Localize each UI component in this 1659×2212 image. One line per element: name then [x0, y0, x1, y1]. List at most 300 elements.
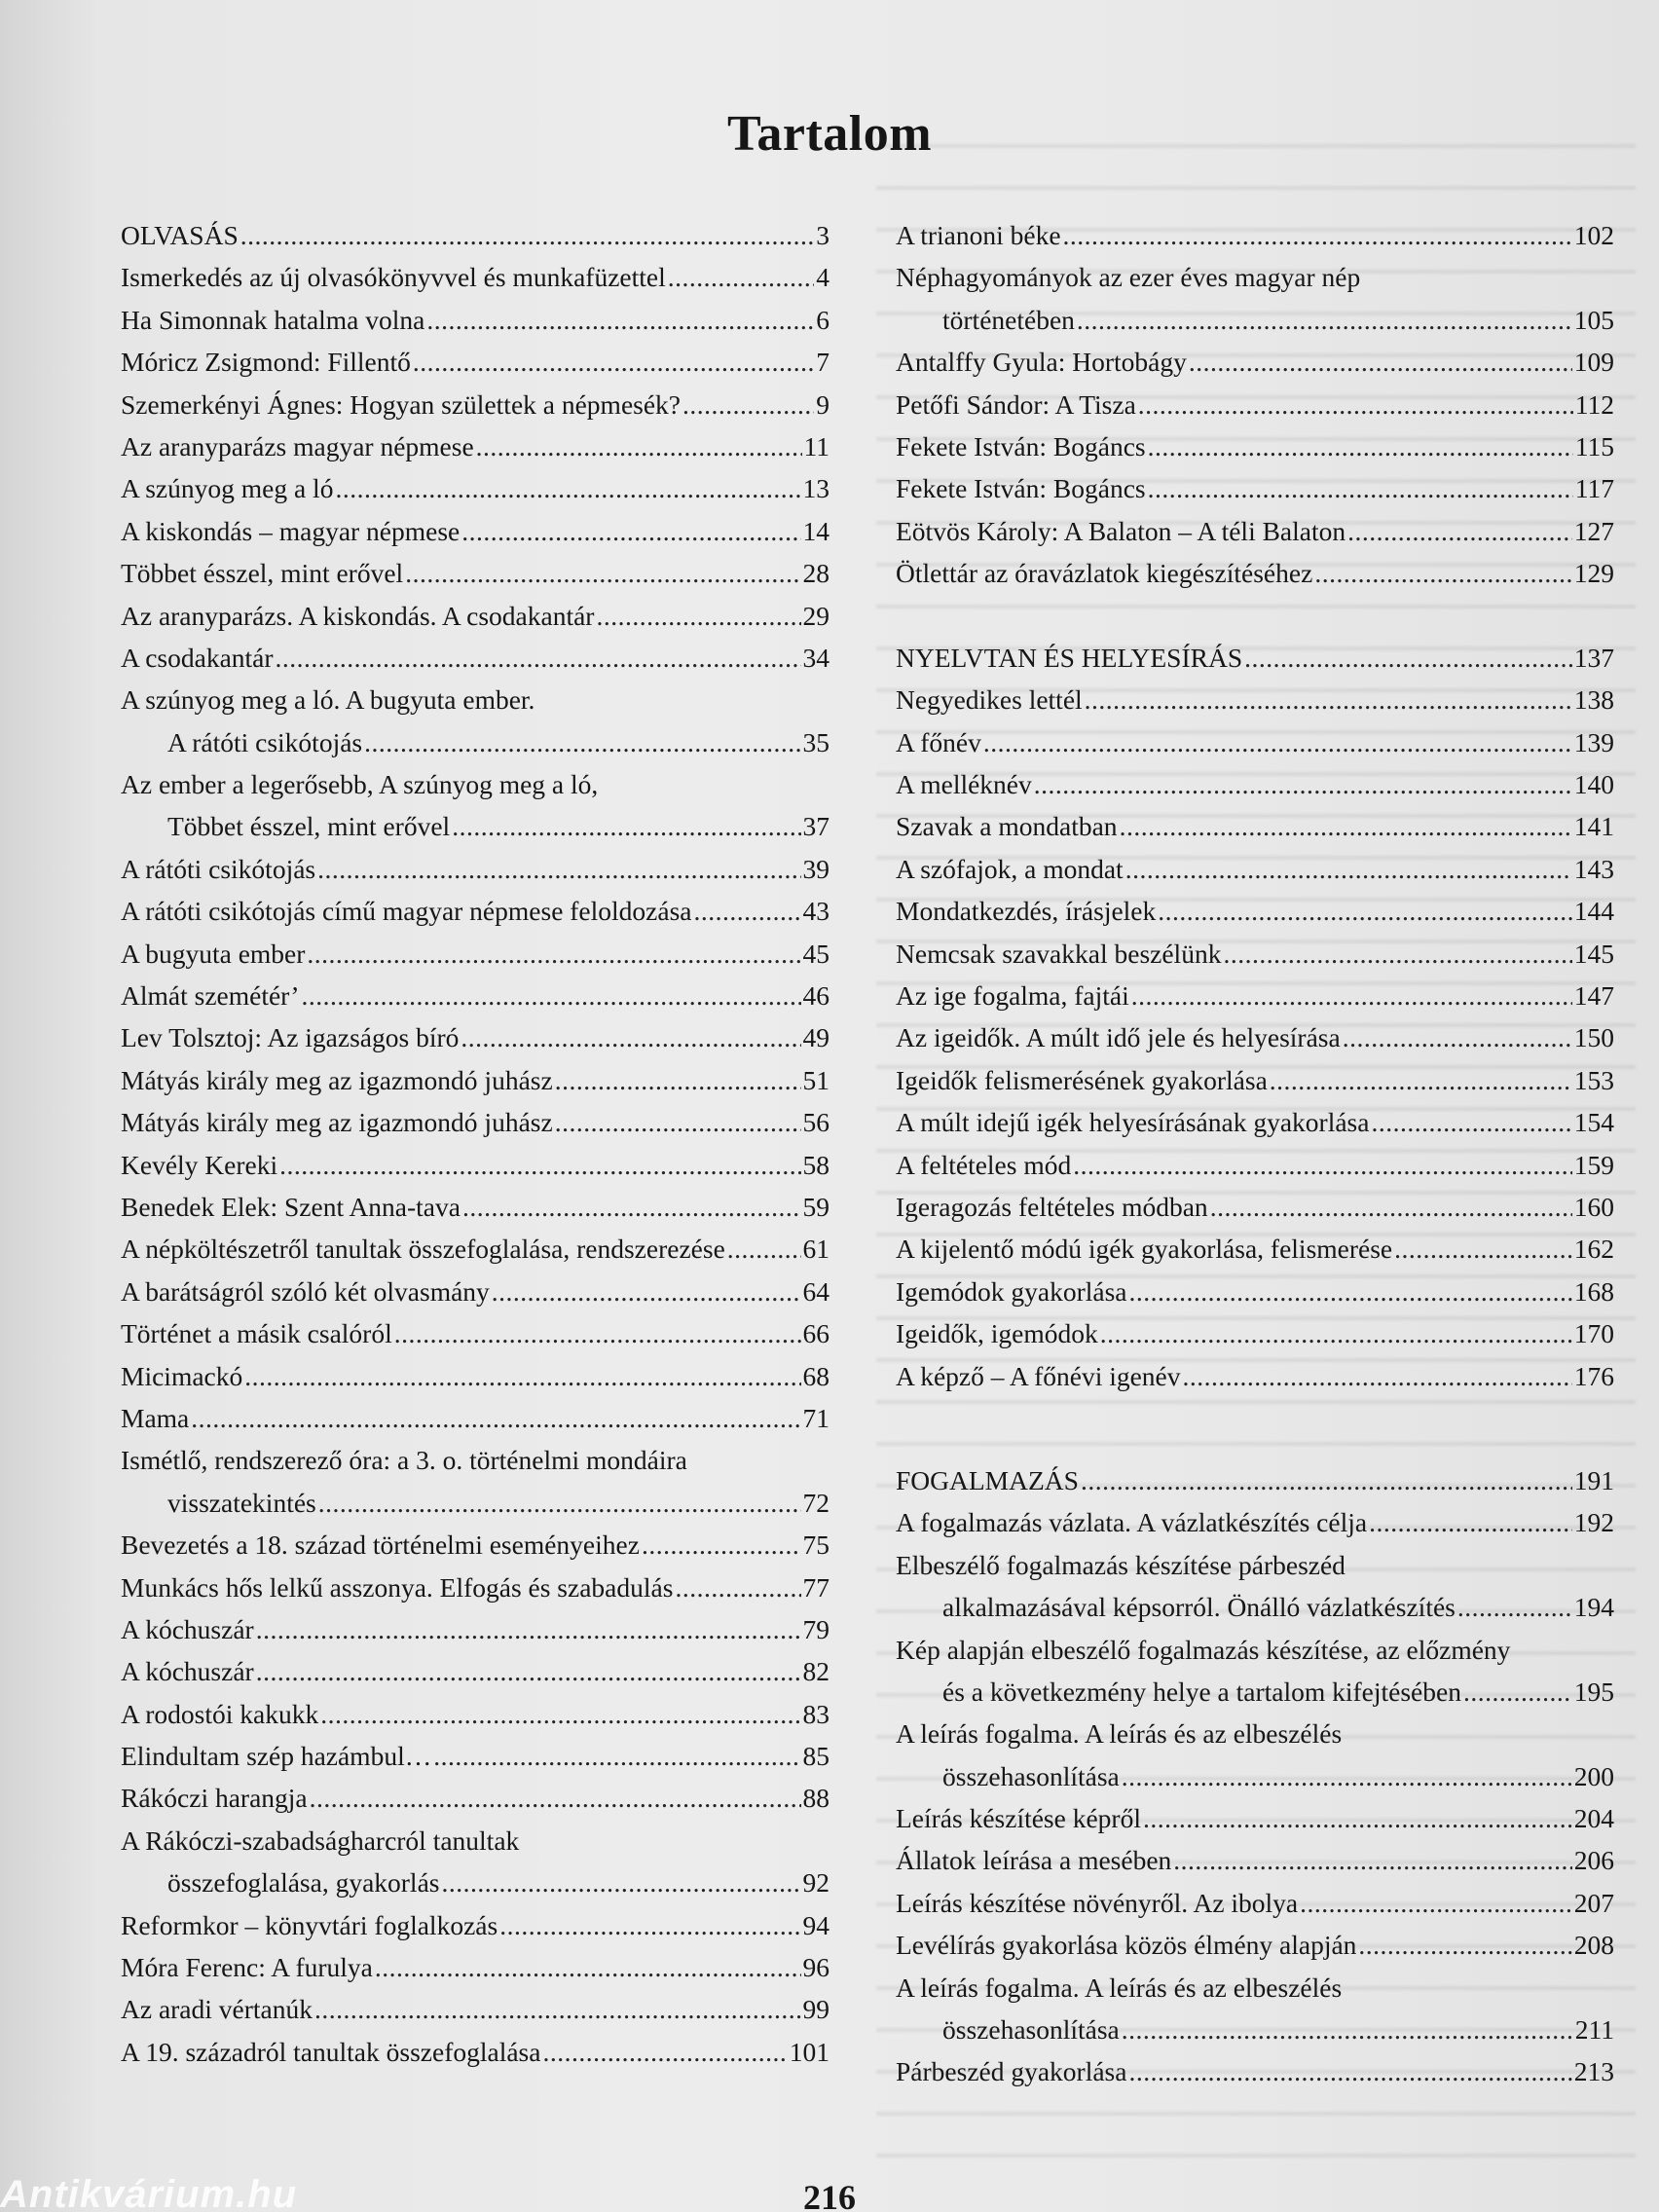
dot-leader [596, 595, 800, 637]
toc-entry-title: Történet a másik csalóról [121, 1318, 392, 1349]
toc-entry [121, 1735, 830, 1777]
toc-entry-page: 28 [802, 558, 830, 589]
dot-leader [335, 467, 800, 509]
toc-entry-title: A feltételes mód [896, 1149, 1072, 1180]
dot-leader [1034, 763, 1572, 805]
toc-entry [121, 1988, 830, 2030]
toc-entry [896, 384, 1614, 425]
toc-entry-title: összehasonlítása [942, 1760, 1120, 1791]
toc-entry [896, 1839, 1614, 1881]
toc-entry-title: A rátóti csikótojás [121, 853, 316, 884]
toc-entry-page: 139 [1573, 726, 1614, 757]
toc-entry-title: Negyedikes lettél [896, 684, 1083, 716]
toc-entry-title: A múlt idejű igék helyesírásának gyakorlása [896, 1107, 1370, 1138]
toc-entry-line: Néphagyományok az ezer éves magyar nép [896, 262, 1361, 293]
toc-entry [896, 299, 1614, 341]
toc-entry-title: Antalffy Gyula: Hortobágy [896, 347, 1187, 378]
toc-entry-page: 92 [802, 1867, 830, 1899]
dot-leader [317, 848, 800, 890]
toc-entry-page: 83 [802, 1698, 830, 1729]
dot-leader [1270, 1059, 1572, 1101]
dot-leader [461, 510, 800, 552]
toc-entry [121, 1228, 830, 1270]
toc-entry [121, 1312, 830, 1354]
toc-entry-title: Igemódok gyakorlása [896, 1275, 1127, 1307]
dot-leader [1347, 510, 1572, 552]
dot-leader [1358, 1924, 1571, 1966]
dot-leader [1077, 299, 1572, 341]
dot-leader [1063, 214, 1572, 256]
toc-entry-title: Szemerkényi Ágnes: Hogyan születtek a népmesék? [121, 388, 682, 420]
toc-entry-title: A rátóti csikótojás [167, 726, 363, 757]
dot-leader [983, 721, 1572, 763]
toc-entry [121, 1608, 830, 1650]
toc-entry-page: 154 [1573, 1107, 1614, 1138]
toc-entry [121, 1567, 830, 1608]
toc-entry-page: 85 [802, 1741, 830, 1772]
toc-entry [121, 1777, 830, 1819]
toc-entry-page: 200 [1573, 1760, 1614, 1791]
toc-entry-page: 213 [1573, 2056, 1614, 2087]
toc-entry-title: A képző – A főnévi igenév [896, 1360, 1181, 1391]
toc-entry-title: A 19. századról tanultak összefoglalása [121, 2036, 541, 2067]
toc-entry [896, 1755, 1614, 1797]
toc-entry-title: Igeidők, igemódok [896, 1318, 1098, 1349]
toc-entry-title: Az aradi vértanúk [121, 1994, 313, 2025]
dot-leader [1314, 552, 1571, 594]
toc-entry-page: 176 [1573, 1360, 1614, 1391]
toc-entry-page: 143 [1573, 853, 1614, 884]
toc-entry-title: Szavak a mondatban [896, 811, 1118, 842]
toc-entry-page: 39 [802, 853, 830, 884]
toc-entry-title: A kóchuszár [121, 1656, 254, 1687]
toc-entry-page: 75 [802, 1530, 830, 1561]
dot-leader [1100, 1312, 1572, 1354]
toc-entry [896, 1101, 1614, 1143]
toc-entry-page: 88 [802, 1783, 830, 1814]
dot-leader [320, 1693, 800, 1735]
toc-entry-title: A kijelentő módú igék gyakorlása, felismerése [896, 1234, 1393, 1265]
dot-leader [318, 1482, 801, 1524]
toc-entry-title: Ismerkedés az új olvasókönyvvel és munkafüzettel [121, 262, 666, 293]
toc-entry [896, 1882, 1614, 1924]
dot-leader [1122, 1755, 1572, 1797]
toc-entry-page: 194 [1573, 1592, 1614, 1623]
toc-entry-page: 137 [1573, 642, 1614, 673]
toc-entry-title: A rodostói kakukk [121, 1698, 319, 1729]
toc-entry-title: Reformkor – könyvtári foglalkozás [121, 1909, 498, 1940]
dot-leader [1210, 1186, 1572, 1228]
toc-entry [121, 848, 830, 890]
toc-entry-title: Munkács hős lelkű asszonya. Elfogás és szabadulás [121, 1571, 674, 1603]
dot-leader [555, 1059, 801, 1101]
toc-entry [121, 299, 830, 341]
toc-entry [121, 425, 830, 467]
dot-leader [276, 637, 801, 679]
dot-leader [256, 1650, 801, 1692]
dot-leader [675, 1567, 800, 1608]
toc-entry-title: A trianoni béke [896, 220, 1061, 250]
toc-entry [121, 1101, 830, 1143]
toc-entry-page: 159 [1573, 1149, 1614, 1180]
toc-entry-title: Kevély Kereki [121, 1149, 278, 1180]
toc-entry [121, 341, 830, 383]
toc-entry-title: összehasonlítása [942, 2014, 1120, 2046]
toc-entry-page: 102 [1573, 220, 1614, 250]
dot-leader [1158, 890, 1571, 932]
toc-entry-page: 147 [1573, 980, 1614, 1012]
dot-leader [405, 552, 800, 594]
toc-entry [121, 1693, 830, 1735]
toc-entry [121, 1397, 830, 1439]
toc-entry [121, 256, 830, 298]
toc-entry-page: 13 [802, 473, 830, 504]
toc-entry-title: A szófajok, a mondat [896, 853, 1124, 884]
toc-entry-line: Elbeszélő fogalmazás készítése párbeszéd [896, 1549, 1346, 1580]
toc-entry-page: 191 [1573, 1464, 1614, 1495]
dot-leader [433, 1735, 800, 1777]
toc-entry [121, 1144, 830, 1186]
dot-leader [1085, 679, 1572, 720]
toc-entry-line: A szúnyog meg a ló. A bugyuta ember. [121, 684, 535, 716]
dot-leader [1129, 1271, 1572, 1312]
toc-entry-page: 160 [1573, 1191, 1614, 1222]
toc-entry-title: Micimackó [121, 1360, 243, 1391]
toc-entry-page: 29 [802, 600, 830, 631]
toc-entry-title: Az igeidők. A múlt idő jele és helyesírása [896, 1022, 1341, 1053]
toc-entry-page: 56 [802, 1107, 830, 1138]
toc-entry-line: A Rákóczi-szabadságharcról tanultak [121, 1825, 520, 1856]
page-number: 216 [803, 2178, 856, 2212]
toc-entry-title: NYELVTAN ÉS HELYESÍRÁS [896, 642, 1243, 673]
toc-entry [121, 1059, 830, 1101]
dot-leader [240, 214, 814, 256]
toc-entry [896, 1671, 1614, 1713]
toc-entry [121, 637, 830, 679]
dot-leader [452, 805, 800, 847]
toc-entry-page: 82 [802, 1656, 830, 1687]
toc-entry-line: A leírás fogalma. A leírás és az elbeszélés [896, 1718, 1343, 1750]
toc-entry-page: 115 [1574, 430, 1614, 461]
toc-entry [121, 1946, 830, 1988]
toc-entry-page: 129 [1573, 558, 1614, 589]
dot-leader [442, 1862, 801, 1903]
toc-entry [896, 552, 1614, 594]
dot-leader [1369, 1501, 1572, 1543]
toc-entry-line: A leírás fogalma. A leírás és az elbeszélés [896, 1972, 1343, 2003]
dot-leader [1371, 1101, 1571, 1143]
dot-leader [256, 1608, 801, 1650]
toc-entry [121, 510, 830, 552]
toc-entry-title: A barátságról szóló két olvasmány [121, 1275, 490, 1307]
toc-entry [121, 933, 830, 975]
toc-entry [896, 1924, 1614, 1966]
toc-entry [896, 1059, 1614, 1101]
toc-entry-page: 109 [1573, 347, 1614, 378]
dot-leader [307, 933, 800, 975]
toc-entry [896, 1186, 1614, 1228]
toc-entry-page: 4 [816, 262, 830, 293]
dot-leader [682, 384, 814, 425]
toc-entry-page: 207 [1573, 1887, 1614, 1918]
toc-entry [896, 1586, 1614, 1628]
toc-entry-page: 127 [1573, 515, 1614, 546]
toc-entry-page: 68 [802, 1360, 830, 1391]
toc-entry-title: Mondatkezdés, írásjelek [896, 896, 1157, 927]
toc-entry [896, 763, 1614, 805]
dot-leader [1143, 1797, 1572, 1839]
toc-entry-page: 208 [1573, 1930, 1614, 1961]
dot-leader [1125, 848, 1572, 890]
toc-entry [121, 805, 830, 847]
toc-entry [121, 1650, 830, 1692]
toc-entry-page: 94 [802, 1909, 830, 1940]
dot-leader [542, 2031, 787, 2073]
toc-entry [896, 510, 1614, 552]
toc-entry-title: Leírás készítése növényről. Az ibolya [896, 1887, 1299, 1918]
toc-entry-page: 79 [802, 1613, 830, 1644]
page-title: Tartalom [726, 106, 933, 162]
dot-leader [1300, 1882, 1572, 1924]
dot-leader [1120, 805, 1572, 847]
toc-entry [121, 1186, 830, 1228]
toc-entry-title: Az aranyparázs magyar népmese [121, 430, 474, 461]
toc-entry-page: 66 [802, 1318, 830, 1349]
toc-entry-page: 204 [1573, 1803, 1614, 1834]
dot-leader [394, 1312, 801, 1354]
toc-entry-page: 43 [802, 896, 830, 927]
toc-entry [121, 975, 830, 1016]
toc-entry [121, 2031, 830, 2073]
toc-entry-title: összefoglalása, gyakorlás [167, 1867, 440, 1899]
dot-leader [244, 1355, 800, 1397]
dot-leader [1081, 1459, 1572, 1501]
toc-entry-page: 71 [802, 1402, 830, 1433]
toc-entry-page: 9 [816, 388, 830, 420]
toc-entry-page: 58 [802, 1149, 830, 1180]
toc-entry-title: Ötlettár az óravázlatok kiegészítéséhez [896, 558, 1313, 589]
dot-leader [1394, 1228, 1572, 1270]
toc-entry [896, 214, 1614, 256]
toc-entry [121, 1862, 830, 1903]
dot-leader [555, 1101, 801, 1143]
toc-entry-line: Kép alapján elbeszélő fogalmazás készítése, az előzmény [896, 1634, 1511, 1665]
toc-entry-title: Leírás készítése képről [896, 1803, 1141, 1834]
dot-leader [364, 721, 800, 763]
dot-leader [461, 1016, 800, 1058]
toc-entry-page: 64 [802, 1275, 830, 1307]
toc-entry-page: 192 [1573, 1507, 1614, 1538]
toc-entry-page: 51 [802, 1064, 830, 1095]
toc-entry-page: 99 [802, 1994, 830, 2025]
toc-entry [896, 2009, 1614, 2050]
toc-entry [896, 890, 1614, 932]
toc-entry-page: 162 [1573, 1234, 1614, 1265]
toc-entry-page: 141 [1573, 811, 1614, 842]
section-gap [896, 1397, 1614, 1459]
toc-right-column [896, 214, 1614, 2093]
dot-leader [668, 256, 815, 298]
toc-entry [121, 595, 830, 637]
dot-leader [1138, 384, 1573, 425]
toc-entry-line: Ismétlő, rendszerező óra: a 3. o. történelmi mondáira [121, 1445, 687, 1476]
toc-entry-title: FOGALMAZÁS [896, 1464, 1079, 1495]
dot-leader [1463, 1671, 1572, 1713]
toc-entry [121, 1016, 830, 1058]
toc-entry [896, 637, 1614, 679]
toc-entry-title: Fekete István: Bogáncs [896, 430, 1146, 461]
dot-leader [375, 1946, 801, 1988]
toc-entry [896, 721, 1614, 763]
toc-entry-page: 96 [802, 1952, 830, 1983]
toc-entry-title: Többet ésszel, mint erővel [167, 811, 451, 842]
dot-leader [727, 1228, 801, 1270]
toc-entry-title: A kiskondás – magyar népmese [121, 515, 461, 546]
toc-entry-page: 49 [802, 1022, 830, 1053]
toc-entry [121, 1355, 830, 1397]
toc-entry-title: Almát szemétér’ [121, 980, 300, 1012]
toc-entry-page: 195 [1573, 1676, 1614, 1707]
dot-leader [492, 1271, 801, 1312]
dot-leader [1148, 467, 1573, 509]
toc-entry-title: A szúnyog meg a ló [121, 473, 334, 504]
toc-entry [121, 552, 830, 594]
toc-entry-page: 138 [1573, 684, 1614, 716]
toc-entry-title: A csodakantár [121, 642, 274, 673]
toc-entry-page: 168 [1573, 1275, 1614, 1307]
dot-leader [1183, 1355, 1572, 1397]
toc-entry-page: 37 [802, 811, 830, 842]
dot-leader [279, 1144, 800, 1186]
toc-entry-title: Állatok leírása a mesében [896, 1845, 1172, 1876]
dot-leader [314, 1988, 801, 2030]
toc-entry-page: 117 [1574, 473, 1614, 504]
toc-entry-line: Az ember a legerősebb, A szúnyog meg a ló, [121, 769, 599, 800]
dot-leader [1244, 637, 1572, 679]
dot-leader [1457, 1586, 1572, 1628]
toc-entry-page: 6 [816, 304, 830, 335]
toc-entry-page: 206 [1573, 1845, 1614, 1876]
toc-entry-title: Igeragozás feltételes módban [896, 1191, 1208, 1222]
toc-entry-title: OLVASÁS [121, 220, 239, 250]
dot-leader [310, 1777, 801, 1819]
toc-entry [121, 384, 830, 425]
dot-leader [1148, 425, 1573, 467]
toc-entry-page: 59 [802, 1191, 830, 1222]
toc-entry [896, 805, 1614, 847]
toc-entry [896, 1144, 1614, 1186]
section-gap [896, 595, 1614, 637]
toc-entry-title: Elindultam szép hazámbul… [121, 1741, 432, 1772]
toc-entry-page: 3 [816, 220, 830, 250]
toc-entry-page: 14 [802, 515, 830, 546]
toc-entry-title: Lev Tolsztoj: Az igazságos bíró [121, 1022, 460, 1053]
dot-leader [1131, 975, 1572, 1016]
toc-entry-title: Igeidők felismerésének gyakorlása [896, 1064, 1268, 1095]
toc-entry-page: 105 [1573, 304, 1614, 335]
toc-entry [121, 1271, 830, 1312]
toc-entry [896, 679, 1614, 720]
toc-entry-page: 101 [789, 2036, 830, 2067]
toc-entry-title: történetében [942, 304, 1075, 335]
toc-entry [121, 214, 830, 256]
toc-entry [121, 467, 830, 509]
dot-leader [476, 425, 802, 467]
toc-entry-page: 145 [1573, 938, 1614, 969]
toc-entry [896, 1355, 1614, 1397]
dot-leader [191, 1397, 800, 1439]
toc-entry [896, 848, 1614, 890]
toc-entry-page: 140 [1573, 769, 1614, 800]
toc-left-column [121, 214, 830, 2073]
toc-group-composition [896, 1459, 1614, 2093]
toc-entry-title: Fekete István: Bogáncs [896, 473, 1146, 504]
toc-entry-title: Levélírás gyakorlása közös élmény alapján [896, 1930, 1357, 1961]
dot-leader [1189, 341, 1572, 383]
toc-entry-title: és a következmény helye a tartalom kifejtésében [942, 1676, 1461, 1707]
toc-entry-title: A kóchuszár [121, 1613, 254, 1644]
toc-entry-page: 72 [802, 1487, 830, 1518]
toc-group-reading-cont [896, 214, 1614, 595]
toc-entry-title: A fogalmazás vázlata. A vázlatkészítés célja [896, 1507, 1368, 1538]
toc-entry [121, 1904, 830, 1946]
dot-leader [642, 1524, 801, 1566]
toc-entry [121, 1524, 830, 1566]
toc-entry-title: Benedek Elek: Szent Anna-tava [121, 1191, 461, 1222]
toc-entry-title: A népköltészetről tanultak összefoglalása, rendszerezése [121, 1234, 725, 1265]
toc-entry-page: 46 [802, 980, 830, 1012]
watermark-logo: Antikvárium.hu [0, 2173, 298, 2212]
toc-entry [896, 2050, 1614, 2092]
toc-entry-title: Móricz Zsigmond: Fillentő [121, 347, 411, 378]
dot-leader [462, 1186, 801, 1228]
toc-entry [896, 1797, 1614, 1839]
toc-entry-title: A melléknév [896, 769, 1032, 800]
dot-leader [1122, 2009, 1573, 2050]
toc-entry [896, 1312, 1614, 1354]
toc-entry-title: Többet ésszel, mint erővel [121, 558, 404, 589]
toc-entry-title: Mátyás király meg az igazmondó juhász [121, 1064, 553, 1095]
toc-entry-page: 150 [1573, 1022, 1614, 1053]
toc-entry-page: 34 [802, 642, 830, 673]
toc-entry-title: A bugyuta ember [121, 938, 306, 969]
toc-entry-page: 35 [802, 726, 830, 757]
toc-entry-page: 153 [1573, 1064, 1614, 1095]
toc-entry-title: Ha Simonnak hatalma volna [121, 304, 425, 335]
toc-entry [121, 890, 830, 932]
toc-entry-title: Mama [121, 1402, 190, 1433]
toc-entry-title: Móra Ferenc: A furulya [121, 1952, 373, 1983]
toc-entry [896, 341, 1614, 383]
dot-leader [302, 975, 801, 1016]
toc-entry [896, 425, 1614, 467]
toc-entry-title: Rákóczi harangja [121, 1783, 308, 1814]
toc-entry-page: 11 [803, 430, 830, 461]
toc-entry-title: Bevezetés a 18. század történelmi eseményeihez [121, 1530, 640, 1561]
toc-entry-page: 144 [1573, 896, 1614, 927]
toc-entry [896, 975, 1614, 1016]
toc-entry-title: alkalmazásával képsorról. Önálló vázlatkészítés [942, 1592, 1456, 1623]
toc-entry [896, 933, 1614, 975]
toc-entry-page: 61 [802, 1234, 830, 1265]
toc-entry [896, 1459, 1614, 1501]
toc-entry-title: Petőfi Sándor: A Tisza [896, 388, 1136, 420]
toc-entry [896, 1228, 1614, 1270]
toc-entry [121, 1482, 830, 1524]
dot-leader [1173, 1839, 1571, 1881]
dot-leader [1223, 933, 1571, 975]
toc-entry-page: 77 [802, 1571, 830, 1603]
